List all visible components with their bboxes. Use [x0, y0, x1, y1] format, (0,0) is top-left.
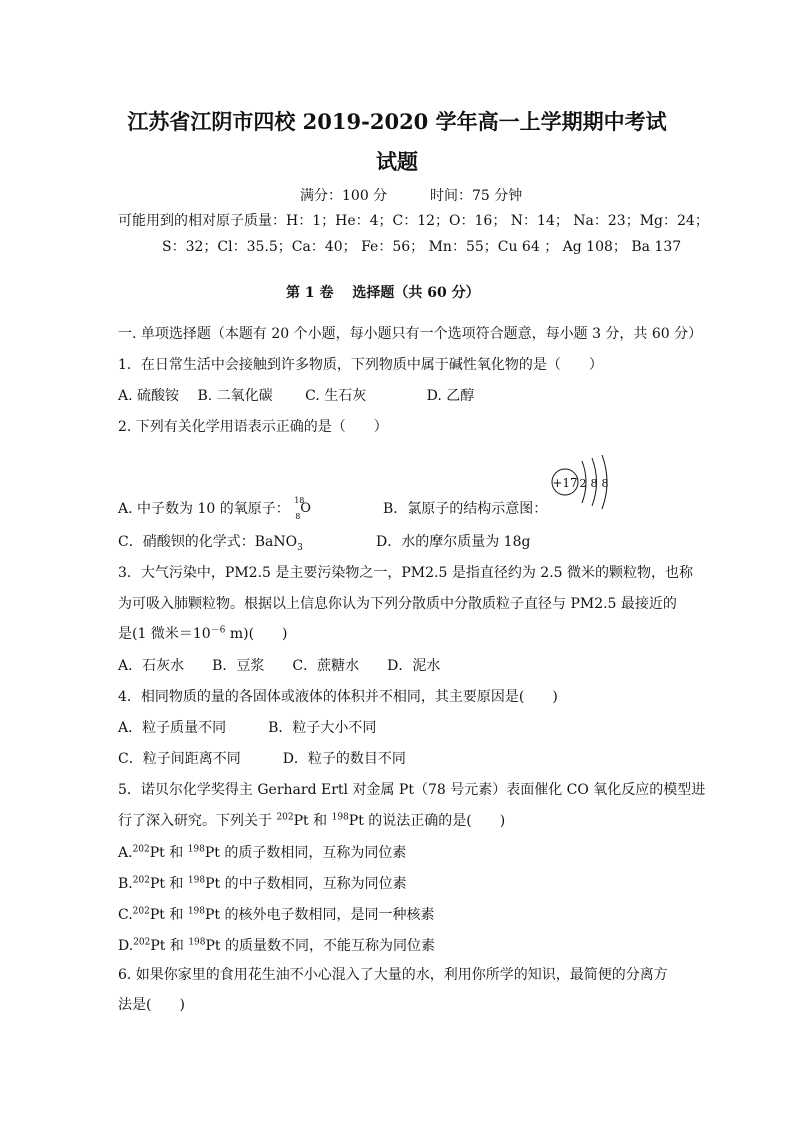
question-5-option-b — [118, 874, 407, 894]
oxygen-nuclide-symbol — [294, 496, 312, 521]
question-3-line1: 3．大气污染中，PM2.5 是主要污染物之一，PM2.5 是指直径约为 2.5 微米的颗粒物，也称 — [118, 565, 694, 581]
atomic-masses-line1: 可能用到的相对原子质量：H：1；He：4；C：12；O：16； N：14； Na：23；Mg：24； — [118, 213, 709, 229]
nuclide-element: O — [300, 501, 311, 516]
option-c-text: C．硝酸钡的化学式：BaNO — [118, 534, 298, 550]
exam-title-line2: 试题 — [376, 149, 418, 174]
question-5-option-d — [118, 936, 435, 956]
question-1-stem: 1．在日常生活中会接触到许多物质，下列物质中属于碱性氧化物的是（ ） — [118, 357, 603, 373]
q3-line3-post: m)( ) — [225, 626, 288, 642]
q5-line2-mid: Pt 和 — [293, 813, 332, 829]
full-score: 满分：100 分 — [300, 188, 388, 204]
question-2-option-b: B．氯原子的结构示意图： — [383, 501, 548, 517]
exam-time: 时间：75 分钟 — [430, 188, 523, 204]
question-1-options: A. 硫酸铵 B. 二氧化碳 C. 生石灰 D. 乙醇 — [118, 388, 475, 404]
option-text: Pt 的质量数不同，不能互称为同位素 — [205, 938, 436, 954]
question-5-option-c — [118, 905, 435, 925]
question-2-stem: 2. 下列有关化学用语表示正确的是（ ） — [118, 419, 388, 435]
mass-number-202: 202 — [133, 937, 151, 948]
question-3-line2: 为可吸入肺颗粒物。根据以上信息你认为下列分散质中分散质粒子直径与 PM2.5 最接近的 — [118, 596, 677, 612]
mass-number-198: 198 — [187, 844, 205, 855]
question-5-line1: 5．诺贝尔化学奖得主 Gerhard Ertl 对金属 Pt（78 号元素）表面催化 CO 氧化反应的模型进 — [118, 782, 706, 798]
part-heading: 一. 单项选择题（本题有 20 个小题，每小题只有一个选项符合题意，每小题 3 分，共 60 分） — [118, 326, 703, 342]
option-letter: C. — [118, 907, 133, 923]
section-title: 第 1 卷 选择题（共 60 分） — [286, 285, 480, 301]
question-5-line2 — [118, 811, 505, 831]
q3-line3-pre: 是(1 微米＝10 — [118, 626, 211, 642]
mass-number-202: 202 — [132, 875, 150, 886]
question-3-line3 — [118, 624, 288, 644]
shell-electrons-3: 8 — [601, 477, 609, 490]
q5-line2-pre: 行了深入研究。下列关于 — [118, 813, 277, 829]
mass-number-198: 198 — [331, 812, 349, 823]
nucleus-charge: +17 — [552, 476, 578, 490]
question-3-options: A．石灰水 B．豆浆 C．蔗糖水 D．泥水 — [118, 658, 441, 674]
option-text: Pt 的核外电子数相同，是同一种核素 — [205, 907, 435, 923]
question-4-options-ab: A．粒子质量不同 B．粒子大小不同 — [118, 720, 377, 736]
question-6-line1: 6. 如果你家里的食用花生油不小心混入了大量的水，利用你所学的知识，最简便的分离方 — [118, 967, 668, 983]
pt-and: Pt 和 — [150, 938, 189, 954]
superscript: －6 — [210, 625, 226, 636]
question-6-line2: 法是( ) — [118, 997, 185, 1013]
question-5-option-a — [118, 843, 406, 863]
mass-number-202: 202 — [276, 812, 294, 823]
mass-number-198: 198 — [187, 906, 205, 917]
option-a-text: A. 中子数为 10 的氧原子： — [118, 501, 290, 517]
pt-and: Pt 和 — [149, 876, 188, 892]
option-text: Pt 的质子数相同，互称为同位素 — [204, 845, 407, 861]
question-2-option-d: D．水的摩尔质量为 18g — [376, 534, 531, 550]
question-4-options-cd: C．粒子间距离不同 D．粒子的数目不同 — [118, 751, 406, 767]
option-text: Pt 的中子数相同，互称为同位素 — [205, 876, 407, 892]
subscript: 3 — [297, 542, 303, 553]
chlorine-atom-structure-diagram — [548, 455, 614, 511]
exam-title: 江苏省江阴市四校 2019-2020 学年高一上学期期中考试 — [127, 109, 667, 134]
pt-and: Pt 和 — [149, 845, 188, 861]
option-letter: B. — [118, 876, 133, 892]
question-4-stem: 4．相同物质的量的各固体或液体的体积并不相同，其主要原因是( ) — [118, 689, 558, 705]
question-2-option-c — [118, 532, 303, 552]
atomic-masses-line2: S：32；Cl：35.5；Ca：40； Fe：56； Mn：55；Cu 64 ； Ag 108； Ba 137 — [162, 239, 682, 255]
mass-number-202: 202 — [132, 906, 150, 917]
mass-number-202: 202 — [132, 844, 150, 855]
question-2-option-a — [118, 496, 312, 521]
mass-number-198: 198 — [188, 937, 206, 948]
nuclide-mass-number: 18 — [294, 496, 305, 505]
pt-and: Pt 和 — [149, 907, 188, 923]
nuclide-atomic-number: 8 — [295, 512, 301, 521]
option-letter: A. — [118, 845, 133, 861]
q5-line2-post: Pt 的说法正确的是( ) — [348, 813, 506, 829]
option-letter: D. — [118, 938, 134, 954]
shell-electrons-2: 8 — [590, 477, 598, 490]
mass-number-198: 198 — [187, 875, 206, 886]
shell-electrons-1: 2 — [579, 477, 587, 490]
